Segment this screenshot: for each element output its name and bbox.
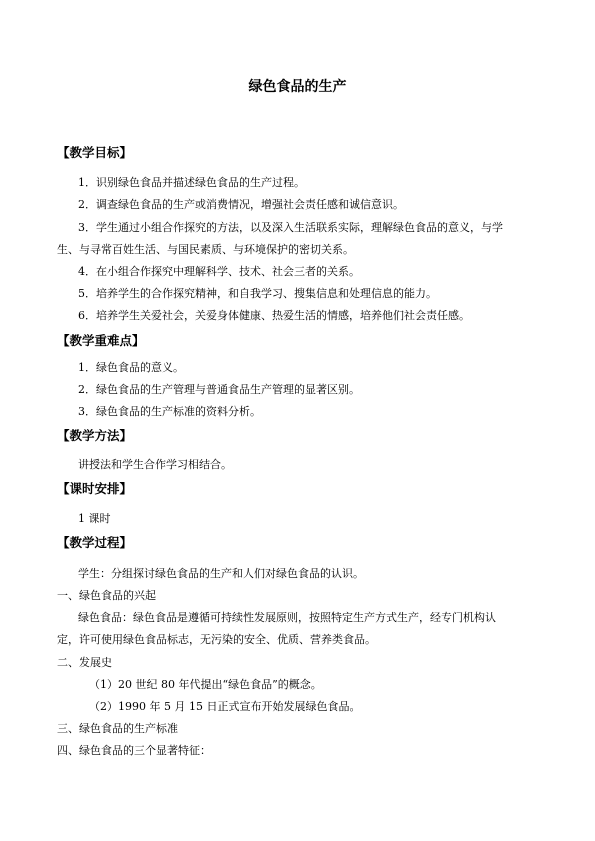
- goal-item: 6．培养学生关爱社会，关爱身体健康、热爱生活的情感，培养他们社会责任感。: [78, 309, 470, 322]
- schedule-text: 1 课时: [78, 512, 111, 525]
- keypoint-item: 1．绿色食品的意义。: [78, 361, 184, 374]
- keypoint-item: 2．绿色食品的生产管理与普通食品生产管理的显著区别。: [78, 383, 360, 396]
- goal-item-continuation: 生、与寻常百姓生活、与国民素质、与环境保护的密切关系。: [57, 243, 354, 256]
- section-heading-goals: 【教学目标】: [57, 145, 133, 160]
- section-heading-schedule: 【课时安排】: [57, 481, 133, 496]
- process-line: 学生：分组探讨绿色食品的生产和人们对绿色食品的认识。: [78, 567, 364, 580]
- process-line: （1）20 世纪 80 年代提出“绿色食品”的概念。: [89, 678, 322, 691]
- process-subheading: 三、绿色食品的生产标准: [57, 722, 178, 735]
- process-line: （2）1990 年 5 月 15 日正式宣布开始发展绿色食品。: [89, 700, 361, 713]
- methods-text: 讲授法和学生合作学习相结合。: [78, 458, 232, 471]
- goal-item: 2．调查绿色食品的生产或消费情况，增强社会责任感和诚信意识。: [78, 198, 404, 211]
- goal-item: 3．学生通过小组合作探究的方法，以及深入生活联系实际，理解绿色食品的意义，与学: [78, 221, 503, 234]
- section-heading-methods: 【教学方法】: [57, 428, 133, 443]
- process-line-continuation: 定，许可使用绿色食品标志，无污染的安全、优质、营养类食品。: [57, 633, 376, 646]
- process-subheading: 一、绿色食品的兴起: [57, 589, 156, 602]
- process-subheading: 二、发展史: [57, 656, 112, 669]
- section-heading-process: 【教学过程】: [57, 535, 133, 550]
- goal-item: 5．培养学生的合作探究精神，和自我学习、搜集信息和处理信息的能力。: [78, 287, 437, 300]
- goal-item: 4．在小组合作探究中理解科学、技术、社会三者的关系。: [78, 265, 360, 278]
- section-heading-keypoints: 【教学重难点】: [57, 333, 145, 348]
- document-title: 绿色食品的生产: [248, 79, 347, 95]
- goal-item: 1．识别绿色食品并描述绿色食品的生产过程。: [78, 176, 305, 189]
- process-line: 绿色食品：绿色食品是遵循可持续性发展原则，按照特定生产方式生产，经专门机构认: [78, 611, 496, 624]
- process-subheading: 四、绿色食品的三个显著特征：: [57, 744, 211, 757]
- keypoint-item: 3．绿色食品的生产标准的资料分析。: [78, 405, 261, 418]
